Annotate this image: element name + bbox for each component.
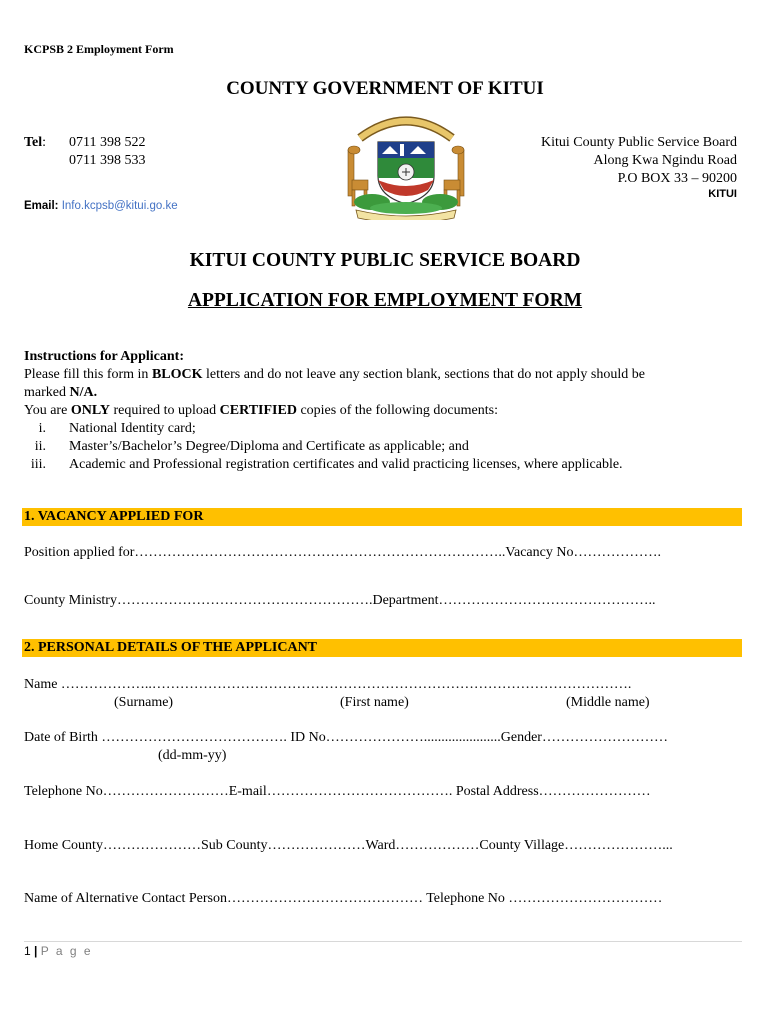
section-header-vacancy — [22, 508, 742, 526]
dob-format-caption: (dd-mm-yy) — [158, 748, 227, 763]
form-title: APPLICATION FOR EMPLOYMENT FORM — [187, 290, 583, 311]
alternative-contact-field[interactable]: Name of Alternative Contact Person…………………………………… Telephone No …………………………… — [24, 891, 663, 906]
address-line-2: Along Kwa Ngindu Road — [593, 153, 737, 168]
county-title: COUNTY GOVERNMENT OF KITUI — [226, 78, 544, 99]
list-number: i. — [38, 421, 46, 436]
tel-number-1: 0711 398 522 — [69, 135, 146, 150]
address-line-3: P.O BOX 33 – 90200 — [617, 171, 737, 186]
section-title: 1. VACANCY APPLIED FOR — [24, 509, 204, 524]
address-line-1: Kitui County Public Service Board — [541, 135, 737, 150]
list-item: National Identity card; — [69, 421, 196, 436]
list-item: Academic and Professional registration certificates and valid practicing licenses, where applicable. — [69, 457, 623, 472]
list-number: iii. — [30, 457, 46, 472]
instructions-line-1: Please fill this form in BLOCK letters and do not leave any section blank, sections that do not apply should be — [24, 367, 645, 382]
middle-name-caption: (Middle name) — [566, 695, 650, 710]
instructions-line-2: marked N/A. — [24, 385, 98, 400]
list-item: Master’s/Bachelor’s Degree/Diploma and Certificate as applicable; and — [69, 439, 469, 454]
section-header-personal — [22, 639, 742, 657]
instructions-line-3: You are ONLY required to upload CERTIFIED copies of the following documents: — [24, 403, 498, 418]
tel-label: Tel: — [24, 135, 47, 150]
home-county-field[interactable]: Home County…………………Sub County…………………Ward………………County Village…………………... — [24, 838, 673, 853]
list-number: ii. — [34, 439, 46, 454]
page-footer: 1 | P a g e — [24, 944, 93, 958]
email-label: Email: — [24, 200, 59, 212]
board-title: KITUI COUNTY PUBLIC SERVICE BOARD — [189, 250, 581, 271]
form-code-label: KCPSB 2 Employment Form — [24, 42, 174, 56]
telephone-email-postal-field[interactable]: Telephone No………………………E-mail…………………………………. Postal Address…………………… — [24, 784, 651, 799]
tel-number-2: 0711 398 533 — [69, 153, 146, 168]
email-link[interactable]: Info.kcpsb@kitui.go.ke — [61, 200, 178, 212]
surname-caption: (Surname) — [114, 695, 174, 710]
county-ministry-field[interactable]: County Ministry……………………………………………….Department……………………………………….. — [24, 593, 656, 608]
footer-divider — [24, 941, 742, 942]
first-name-caption: (First name) — [340, 695, 409, 710]
section-title: 2. PERSONAL DETAILS OF THE APPLICANT — [24, 640, 318, 655]
name-field[interactable]: Name ………………..…………………………………………………………………………………………. — [24, 677, 632, 692]
address-tag: KITUI — [708, 188, 737, 200]
dob-id-gender-field[interactable]: Date of Birth …………………………………. ID No…………………......................Gender……………………… — [24, 730, 668, 745]
instructions-heading: Instructions for Applicant: — [24, 349, 184, 364]
position-applied-field[interactable]: Position applied for……………………………………………………………………..Vacancy No………………. — [24, 545, 661, 560]
county-coat-of-arms-logo — [338, 110, 474, 220]
email-line — [24, 200, 178, 212]
